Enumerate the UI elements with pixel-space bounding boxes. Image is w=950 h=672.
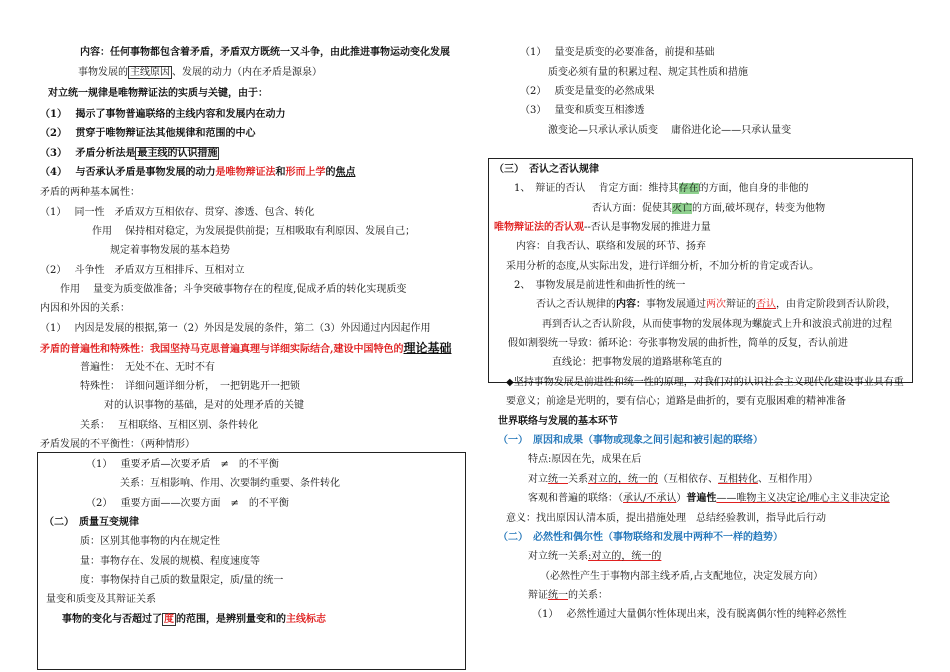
left-point-3: （3） 矛盾分析法是 最主线的认识措施 [40,148,218,159]
right-text-line: （3） 量变和质变互相渗透 [520,105,645,116]
negation-text-line: 否认之否认规律的内容：事物发展通过两次辩证的否认，由肯定阶段到否认阶段， [536,299,896,310]
negation-text-line: 2、 事物发展是前进性和曲折性的统一 [514,280,686,291]
right-text-line: 激变论—只承认承认质变 庸俗进化论——只承认量变 [548,125,792,136]
negation-text-line: 内容：自我否认、联络和发展的环节、扬弃 [516,241,706,252]
left-text-line: （1） 同一性 矛盾双方互相依存、贯穿、渗透、包含、转化 [40,207,315,218]
left-text-line: 矛盾发展的不平衡性：（两种情形） [40,439,195,450]
right-text-line: 辩证统一的关系： [528,590,608,601]
left-point-2: （2） 贯穿于唯物辩证法其他规律和范围的中心 [40,128,256,139]
right-text-line: （2） 质变是量变的必然成果 [520,86,655,97]
negation-text-line: 1、 辩证的否认 肯定方面：维持其存在的方面，他自身的非他的 [514,183,809,194]
left-text-line: 规定着事物发展的基本趋势 [110,245,230,256]
left-text-line: （2） 斗争性 矛盾双方互相排斥、互相对立 [40,265,245,276]
negation-text-line: 采用分析的态度,从实际出发，进行详细分析，不加分析的肯定或否认。 [506,261,820,272]
right-text-line: 对立统一关系对立的，统一的（互相依存、互相转化、互相作用） [528,474,818,485]
right-text-line: （必然性产生于事物内部主线矛盾,占支配地位，决定发展方向） [540,571,824,582]
box-text-line: 关系：互相影响、作用、次要制约重要、条件转化 [120,478,340,489]
left-point-4: （4） 与否承认矛盾是事物发展的动力是唯物辩证法和形而上学的焦点 [40,167,356,178]
right-text-line: （1） 量变是质变的必要准备，前提和基础 [520,47,715,58]
left-text-line: 矛盾的两种基本属性： [40,187,140,198]
negation-text-line: 唯物辩证法的否认观--否认是事物发展的推进力量 [494,222,711,233]
right-text-line: 客观和普遍的联络：（承认/不承认）普遍性——唯物主义决定论/唯心主义非决定论 [528,493,890,504]
right-text-line: 要意义；前途是光明的，要有信心；道路是曲折的，要有克服困难的精神准备 [506,396,846,407]
left-point-1: （1） 揭示了事物普遍联络的主线内容和发展内在动力 [40,109,286,120]
left-text-line: 事物发展的 主线原因 、发展的动力（内在矛盾是源泉） [78,67,322,78]
box-text-line: 事物的变化与否超过了 度 的范围，是辨别量变和的主线标志 [62,614,326,625]
left-content-line: 内容：任何事物都包含着矛盾，矛盾双方既统一又斗争，由此推进事物运动变化发展 [80,47,450,58]
left-text-line: 对的认识事物的基础，是对的处理矛盾的关键 [104,400,304,411]
necessity-heading: （二） 必然性和偶尔性（事物联络和发展中两种不一样的趋势） [498,532,783,543]
box-text-line: （2） 重要方面——次要方面 ≠ 的不平衡 [86,498,289,509]
negation-heading: （三） 否认之否认规律 [494,164,599,175]
left-heading-line: 对立统一规律是唯物辩证法的实质与关键，由于： [48,88,268,99]
box-text-line: 度：事物保持自己质的数量限定，质/量的统一 [80,575,284,586]
left-text-line: 内因和外因的关系： [40,303,130,314]
right-text-line: 意义：找出原因认清本质，提出措施处理 总结经验教训，指导此后行动 [506,513,826,524]
box-text-line: 质：区别其他事物的内在规定性 [80,536,220,547]
left-text-line: 关系： 互相联络、互相区别、条件转化 [80,420,259,431]
negation-text-line: 假如割裂统一导致：循环论：夸张事物发展的曲折性，简单的反复，否认前进 [508,338,848,349]
box-text-line: 量变和质变及其辩证关系 [46,594,156,605]
left-text-line: （1） 内因是发展的根据,第一（2）外因是发展的条件，第二（3）外因通过内因起作用 [40,323,431,334]
box-heading: （二） 质量互变规律 [44,517,139,528]
section-heading: 世界联络与发展的基本环节 [498,416,618,427]
right-text-line: （1） 必然性通过大量偶尔性体现出来，没有脱离偶尔性的纯粹必然性 [532,609,847,620]
left-text-line: 作用 量变为质变做准备；斗争突破事物存在的程度,促成矛盾的转化实现质变 [60,284,407,295]
right-text-line: ◆坚持事物发展是前进性和统一性的原理，对我们对的认识社会主义现代化建设事业具有重 [506,377,904,388]
left-text-line: 普遍性： 无处不在、无时不有 [80,362,215,373]
negation-text-line: 再到否认之否认阶段，从而使事物的发展体现为螺旋式上升和波浪式前进的过程 [542,319,892,330]
box-text-line: （1） 重要矛盾—次要矛盾 ≠ 的不平衡 [86,459,279,470]
cause-effect-heading: （一） 原因和成果（事物或现象之间引起和被引起的联络） [498,435,763,446]
left-text-line: 特殊性： 详细问题详细分析， 一把钥匙开一把锁 [80,381,300,392]
left-text-line: 矛盾的普遍性和特殊性：我国坚持马克思普遍真理与详细实际结合,建设中国特色的理论基础 [40,341,452,355]
negation-text-line: 否认方面：促使其灭亡的方面,破坏现存，转变为他物 [592,203,826,214]
left-text-line: 作用 保持相对稳定，为发展提供前提；互相吸取有利原因、发展自己； [92,226,416,237]
right-text-line: 对立统一关系:对立的，统一的 [528,551,662,562]
right-text-line: 特点:原因在先，成果在后 [528,454,642,465]
box-text-line: 量：事物存在、发展的规模、程度速度等 [80,556,260,567]
right-text-line: 质变必须有量的积累过程、规定其性质和措施 [548,67,748,78]
negation-text-line: 直线论：把事物发展的道路堪称笔直的 [552,357,722,368]
